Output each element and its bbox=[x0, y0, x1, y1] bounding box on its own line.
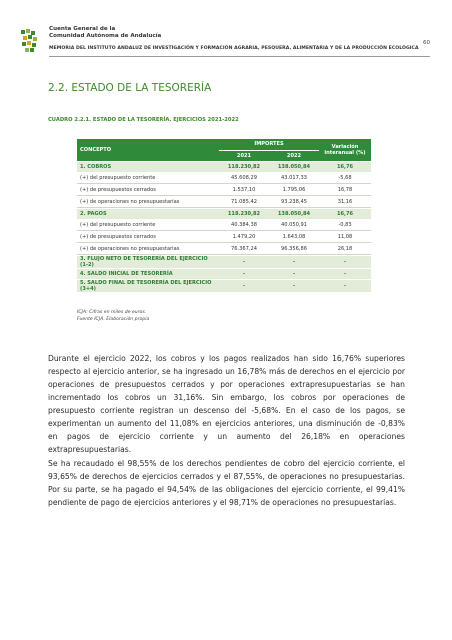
cell-concepto: (+) del presupuesto corriente bbox=[77, 173, 219, 184]
cell-variacion: - bbox=[319, 280, 371, 292]
cell-2022: 138.050,84 bbox=[269, 209, 319, 219]
table-header-row bbox=[77, 139, 371, 150]
cell-2021: 45.608,29 bbox=[219, 173, 269, 184]
cell-2021: - bbox=[219, 256, 269, 268]
cell-concepto: (+) de operaciones no presupuestarias bbox=[77, 197, 219, 208]
cell-2021: 40.384,38 bbox=[219, 220, 269, 231]
col-importes: IMPORTES bbox=[254, 141, 284, 148]
section-title: 2.2. ESTADO DE LA TESORERÍA bbox=[48, 82, 212, 94]
cell-variacion: 31,16 bbox=[319, 197, 371, 208]
cell-concepto: 2. PAGOS bbox=[77, 209, 219, 219]
org-line-1: Cuenta General de la bbox=[49, 26, 116, 32]
cell-variacion: -0,83 bbox=[319, 220, 371, 231]
cell-concepto: 4. SALDO INICIAL DE TESORERÍA bbox=[77, 269, 219, 279]
cell-concepto: 3. FLUJO NETO DE TESORERÍA DEL EJERCICIO (1-2) bbox=[77, 256, 219, 268]
cell-concepto: (+) de operaciones no presupuestarias bbox=[77, 244, 219, 255]
cell-2021: - bbox=[219, 269, 269, 279]
table-row bbox=[77, 220, 371, 231]
table-row bbox=[77, 244, 371, 255]
cell-2022: 96.356,86 bbox=[269, 244, 319, 255]
cell-concepto: (+) de presupuestos cerrados bbox=[77, 232, 219, 243]
table-row bbox=[77, 269, 371, 279]
cell-variacion: - bbox=[319, 256, 371, 268]
col-variacion-line1: Variación bbox=[331, 144, 359, 150]
cell-2022: - bbox=[269, 256, 319, 268]
table-row bbox=[77, 280, 371, 292]
cell-2022: 138.050,84 bbox=[269, 162, 319, 172]
cell-2022: 43.017,33 bbox=[269, 173, 319, 184]
paragraph-2: Se ha recaudado el 98,55% de los derechos pendientes de cobro del ejercicio corriente, el 93,65% de derechos de ejercicios cerrados y el 87,55%, de operaciones no presupuestarias. Por su parte, se ha pagado el 94,54% de las obligaciones del ejercicio corriente, el 99,41% pendiente de pago de ejercicios anteriores y el 98,71% de operaciones no presupuestarias. bbox=[48, 459, 405, 507]
junta-andalucia-logo bbox=[20, 28, 44, 54]
table-row bbox=[77, 185, 371, 196]
cell-variacion: 11,08 bbox=[319, 232, 371, 243]
cell-concepto: 1. COBROS bbox=[77, 162, 219, 172]
table-row bbox=[77, 256, 371, 268]
col-2021: 2021 bbox=[236, 152, 252, 159]
cell-2021: 1.479,20 bbox=[219, 232, 269, 243]
cell-2021: 118.230,82 bbox=[219, 162, 269, 172]
table-row bbox=[77, 173, 371, 184]
page-number: 60 bbox=[423, 40, 430, 46]
cell-2021: 118.230,82 bbox=[219, 209, 269, 219]
cell-2022: - bbox=[269, 269, 319, 279]
cell-2022: 1.643,08 bbox=[269, 232, 319, 243]
cell-2022: 93.238,45 bbox=[269, 197, 319, 208]
cell-2021: 1.537,10 bbox=[219, 185, 269, 196]
table-row bbox=[77, 232, 371, 243]
table-row bbox=[77, 197, 371, 208]
cell-2022: - bbox=[269, 280, 319, 292]
cell-2021: 71.085,42 bbox=[219, 197, 269, 208]
cell-variacion: 16,78 bbox=[319, 185, 371, 196]
table-note-units: ICJA: Cifras en miles de euros. bbox=[77, 310, 147, 315]
cell-variacion: -5,68 bbox=[319, 173, 371, 184]
memoria-title: MEMORIA DEL INSTITUTO ANDALUZ DE INVESTIGACIÓN Y FORMACIÓN AGRARIA, PESQUERA, ALIMENTARIA Y DE LA PRODUCCIÓN ECOLÓGICA bbox=[49, 46, 419, 51]
header-divider bbox=[49, 56, 430, 57]
cell-variacion: 16,76 bbox=[319, 162, 371, 172]
org-line-2: Comunidad Autónoma de Andalucía bbox=[49, 33, 162, 39]
paragraph-1: Durante el ejercicio 2022, los cobros y los pagos realizados han sido 16,76% superiores respecto al ejercicio anterior, se ha ingresado un 16,78% más de derechos en el ejercicio por operaciones de presupuestos cerrados y por operaciones extrapresupuestarias se han incrementado los cobros un 31,16%. Sin embargo, los cobros por operaciones de presupuesto corriente registran un descenso del -5,68%. En el caso de los pagos, se experimentan un aumento del 11,08% en ejercicios anteriores, una disminución de -0,83% en pagos de ejercicio corriente y un aumento del 26,18% en operaciones extrapresupuestarias. bbox=[48, 354, 405, 454]
col-variacion bbox=[319, 139, 371, 161]
cell-variacion: 16,76 bbox=[319, 209, 371, 219]
col-variacion-line2: interanual (%) bbox=[324, 150, 366, 156]
organization-name bbox=[49, 26, 161, 40]
cell-variacion: - bbox=[319, 269, 371, 279]
cell-concepto: 5. SALDO FINAL DE TESORERÍA DEL EJERCICIO (3+4) bbox=[77, 280, 219, 292]
table-caption: CUADRO 2.2.1. ESTADO DE LA TESORERÍA. EJERCICIOS 2021-2022 bbox=[48, 117, 239, 123]
cell-2021: - bbox=[219, 280, 269, 292]
col-concepto: CONCEPTO bbox=[80, 147, 112, 153]
cell-2021: 76.367,24 bbox=[219, 244, 269, 255]
col-2022: 2022 bbox=[286, 152, 302, 159]
table-row bbox=[77, 162, 371, 172]
table-note-source: Fuente ICJA. Elaboración propia bbox=[77, 317, 150, 322]
table-row bbox=[77, 209, 371, 219]
cell-2022: 1.795,06 bbox=[269, 185, 319, 196]
cell-concepto: (+) del presupuesto corriente bbox=[77, 220, 219, 231]
treasury-table bbox=[77, 138, 371, 293]
cell-variacion: 26,18 bbox=[319, 244, 371, 255]
cell-2022: 40.050,91 bbox=[269, 220, 319, 231]
cell-concepto: (+) de presupuestos cerrados bbox=[77, 185, 219, 196]
